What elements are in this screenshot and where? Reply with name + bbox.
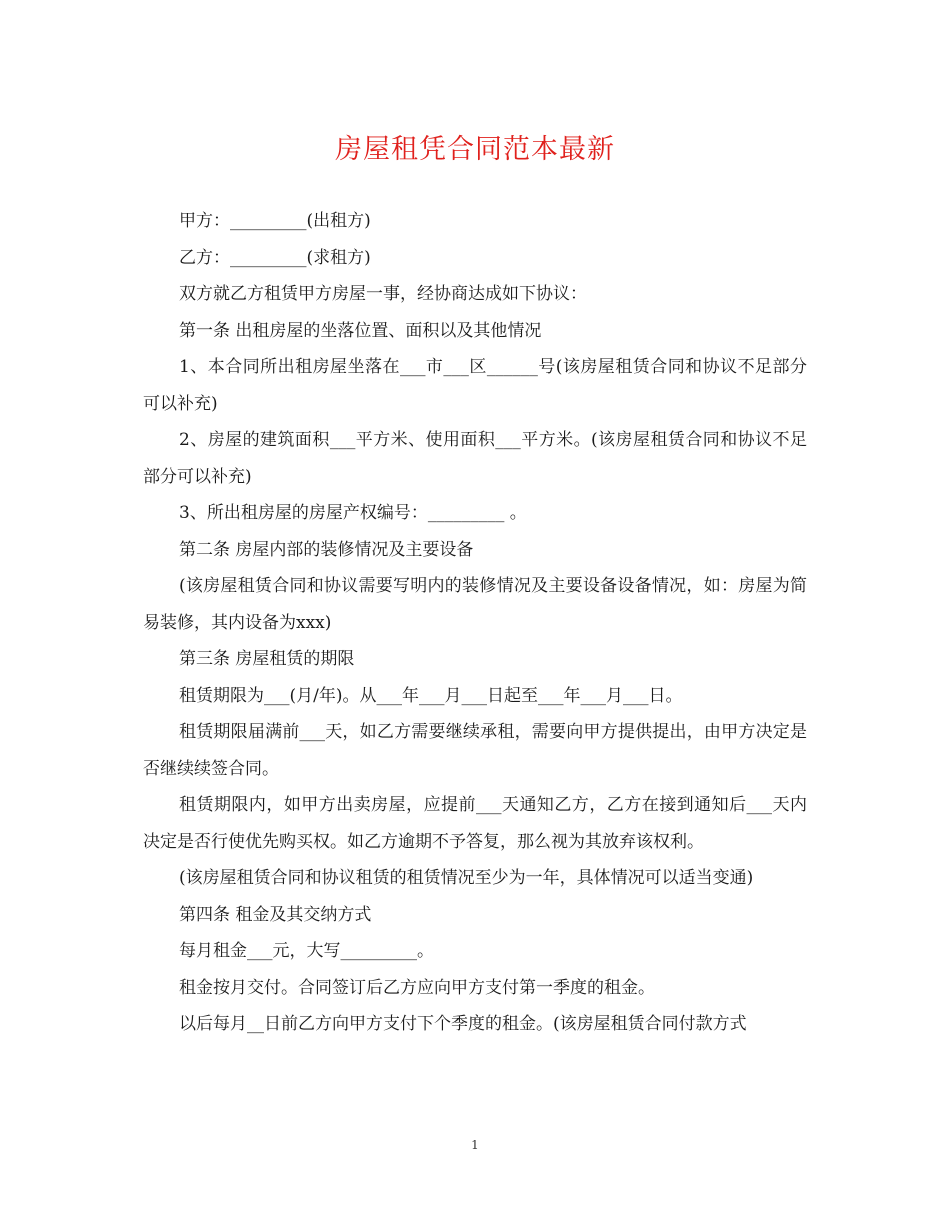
paragraph-payment-schedule: 租金按月交付。合同签订后乙方应向甲方支付第一季度的租金。 xyxy=(179,977,655,998)
paragraph-later-payments: 以后每月__日前乙方向甲方支付下个季度的租金。(该房屋租赁合同付款方式 xyxy=(179,1014,747,1034)
paragraph-party-b: 乙方：_________(求租方) xyxy=(179,247,371,268)
heading-article-1: 第一条 出租房屋的坐落位置、面积以及其他情况 xyxy=(179,320,542,341)
paragraph-location: 1、本合同所出租房屋坐落在___市___区______号(该房屋租赁合同和协议不足部分可以补充) xyxy=(143,357,807,414)
paragraph-lease-term: 租赁期限为___(月/年)。从___年___月___日起至___年___月___日。 xyxy=(179,685,683,706)
paragraph-party-a: 甲方：_________(出租方) xyxy=(179,211,371,231)
paragraph-priority-purchase: 租赁期限内，如甲方出卖房屋，应提前___天通知乙方，乙方在接到通知后___天内决定是否行使优先购买权。如乙方逾期不予答复，那么视为其放弃该权利。 xyxy=(143,795,807,852)
paragraph-agreement-intro: 双方就乙方租赁甲方房屋一事，经协商达成如下协议： xyxy=(179,284,587,304)
paragraph-term-note: (该房屋租赁合同和协议租赁的租赁情况至少为一年，具体情况可以适当变通) xyxy=(179,868,754,888)
heading-article-3: 第三条 房屋租赁的期限 xyxy=(179,649,355,669)
paragraph-decoration: (该房屋租赁合同和协议需要写明内的装修情况及主要设备设备情况，如：房屋为简易装修，其内设备为xxx) xyxy=(143,576,807,633)
paragraph-property-number: 3、所出租房屋的房屋产权编号：_________ 。 xyxy=(179,503,527,523)
document-title: 房屋租凭合同范本最新 xyxy=(335,134,615,165)
document-body xyxy=(143,203,807,1043)
heading-article-4: 第四条 租金及其交纳方式 xyxy=(179,904,372,925)
heading-article-2: 第二条 房屋内部的装修情况及主要设备 xyxy=(179,539,474,560)
paragraph-area: 2、房屋的建筑面积___平方米、使用面积___平方米。(该房屋租赁合同和协议不足部分可以补充) xyxy=(143,430,807,487)
paragraph-monthly-rent: 每月租金___元，大写_________。 xyxy=(179,941,434,961)
paragraph-renewal: 租赁期限届满前___天，如乙方需要继续承租，需要向甲方提供提出，由甲方决定是否继续续签合同。 xyxy=(143,722,807,779)
page-number: 1 xyxy=(471,1138,479,1152)
